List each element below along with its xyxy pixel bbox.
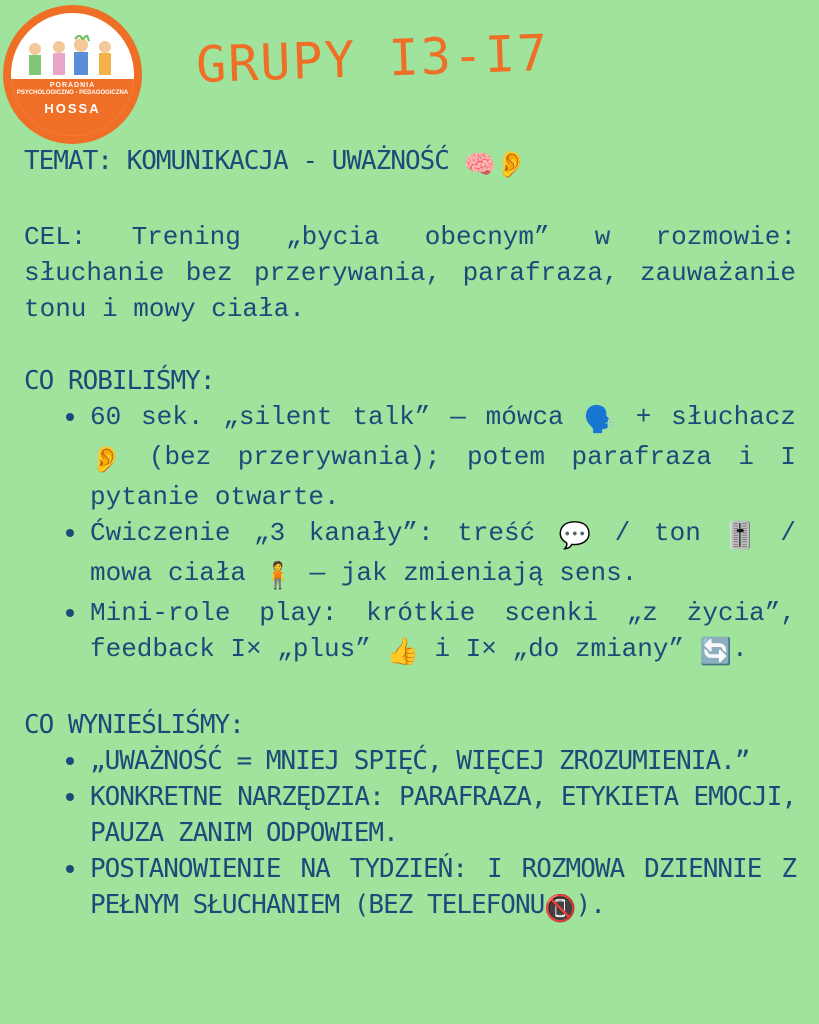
thumbs-up-icon: 👍 [386,638,419,668]
list-item: KONKRETNE NARZĘDZIA: PARAFRAZA, ETYKIETA EMOCJI, PAUZA ZANIM ODPOWIEM. [90,779,796,851]
activity-1-text-a: 60 sek. „silent talk” — mówca [90,402,564,432]
list-item: „UWAŻNOŚĆ = MNIEJ SPIĘĆ, WIĘCEJ ZROZUMIENIA.” [90,743,796,779]
activity-2-text-d: — jak zmieniają sens. [309,558,638,588]
brain-icon: 🧠 [463,150,495,180]
activity-1-text-b: + słuchacz [635,402,796,432]
activity-3-text-c: . [732,634,748,664]
no-phone-icon: 📵 [544,894,576,924]
topic-line [24,143,796,183]
goal-text: CEL: Trening „bycia obecnym” w rozmowie: słuchanie bez przerywania, parafraza, zauważanie tonu i mowy ciała. [24,222,796,324]
topic-text: TEMAT: KOMUNIKACJA - UWAŻNOŚĆ [24,146,449,176]
page-title: GRUPY I3-I7 [195,23,551,95]
list-item [90,515,796,595]
takeaways-list [24,743,796,927]
logo-text-poradnia: PORADNIA [49,82,96,89]
refresh-icon: 🔄 [699,638,733,668]
activities-title: CO ROBILIŚMY: [24,366,215,396]
logo-inner [11,13,134,136]
person-icon: 🧍 [261,562,295,592]
children-illustration-icon [21,35,124,81]
activity-3-text-a: Mini-role play: krótkie scenki „z życia”, feedback I× „plus” [90,598,796,664]
list-item [90,399,796,515]
takeaways-title: CO WYNIEŚLIŚMY: [24,710,244,740]
list-item [90,851,796,927]
logo-text-hossa: HOSSA [44,101,101,116]
logo-band [11,79,134,136]
activity-1-text-c: (bez przerywania); potem parafraza i I pytanie otwarte. [90,442,796,512]
list-item [90,595,796,671]
activities-list [24,399,796,671]
takeaway-3-text-a: POSTANOWIENIE NA TYDZIEŃ: I ROZMOWA DZIENNIE Z PEŁNYM SŁUCHANIEM (BEZ TELEFONU [90,854,796,920]
activity-2-text-c: / mowa ciała [90,518,796,588]
activity-2-text-a: Ćwiczenie „3 kanały”: treść [90,518,536,548]
logo-text-subtitle: PSYCHOLOGICZNO - PEDAGOGICZNA [16,90,129,96]
speaking-head-icon: 🗣️ [583,406,616,436]
logo [3,5,142,144]
speech-bubble-icon: 💬 [558,522,592,552]
slider-icon: 🎚️ [724,522,757,552]
takeaway-3-text-b: ). [575,890,605,920]
ear-icon: 👂 [494,150,527,180]
ear-icon: 👂 [90,446,123,476]
main-content [24,143,796,927]
activity-2-text-b: / ton [614,518,701,548]
activity-3-text-b: i I× „do zmiany” [434,634,685,664]
